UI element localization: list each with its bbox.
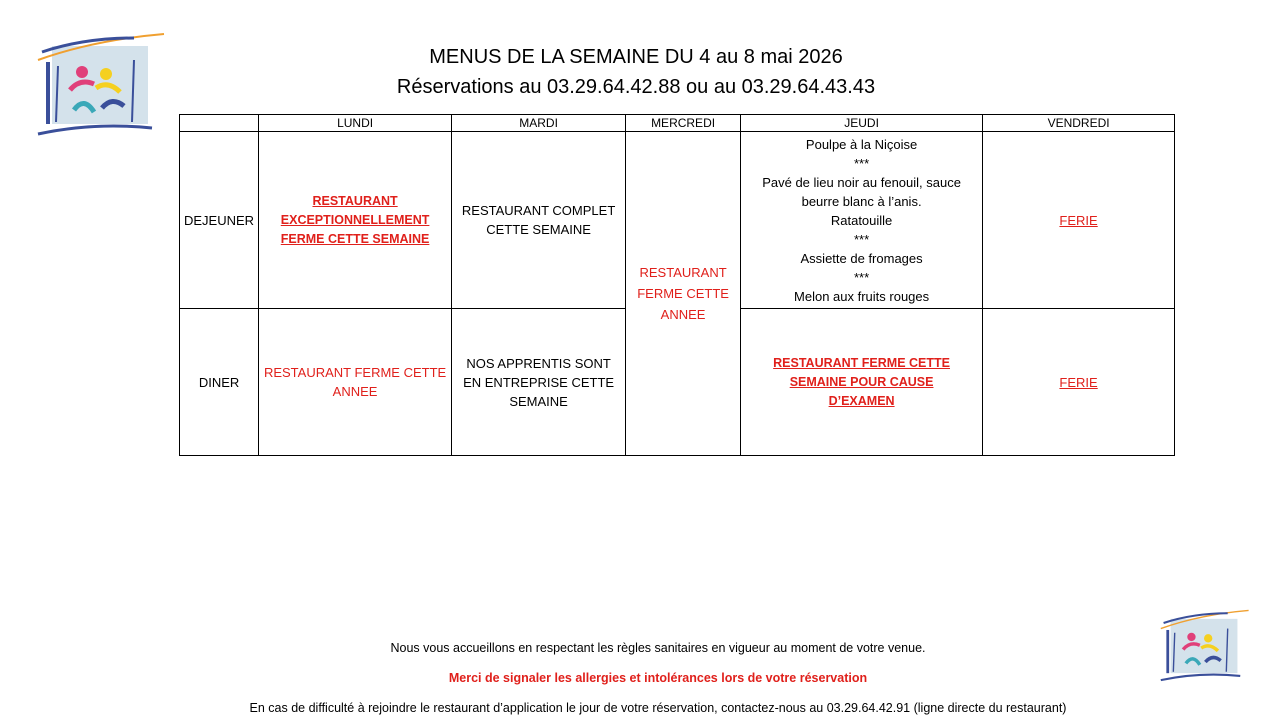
column-header-lundi: LUNDI bbox=[259, 115, 452, 132]
weekly-menu-table bbox=[179, 114, 1175, 456]
cell-text-line: RESTAURANT FERME CETTE bbox=[263, 365, 447, 380]
cell-text-line: RESTAURANT COMPLET bbox=[461, 203, 616, 218]
menu-item: Poulpe à la Niçoise bbox=[805, 136, 918, 152]
cell-dejeuner-lundi bbox=[259, 132, 452, 309]
cell-diner-mardi bbox=[452, 309, 626, 456]
holiday-label: FERIE bbox=[1059, 212, 1098, 228]
cell-diner-lundi bbox=[259, 309, 452, 456]
reservation-phone-line: Réservations au 03.29.64.42.88 ou au 03.29.64.43.43 bbox=[396, 76, 876, 98]
menu-separator: *** bbox=[853, 155, 870, 171]
row-label-dejeuner: DEJEUNER bbox=[180, 132, 259, 309]
cell-text-line: NOS APPRENTIS SONT bbox=[466, 355, 611, 371]
corner-cell bbox=[180, 115, 259, 132]
cell-text-line: EXCEPTIONNELLEMENT bbox=[280, 212, 430, 227]
cell-text-line: ANNEE bbox=[332, 384, 378, 399]
menu-separator: *** bbox=[853, 269, 870, 285]
cell-text-line: RESTAURANT bbox=[639, 265, 727, 280]
column-header-jeudi: JEUDI bbox=[741, 115, 983, 132]
menu-separator: *** bbox=[853, 231, 870, 247]
cell-text-line: FERME CETTE bbox=[637, 286, 729, 301]
cell-diner-jeudi bbox=[741, 309, 983, 456]
school-logo-icon bbox=[1158, 605, 1250, 687]
footer-allergy-notice: Merci de signaler les allergies et intolérances lors de votre réservation bbox=[448, 671, 868, 685]
cell-diner-vendredi bbox=[983, 309, 1175, 456]
cell-text-line: D’EXAMEN bbox=[828, 393, 895, 408]
footer-contact-notice: En cas de difficulté à rejoindre le restaurant d’application le jour de votre réservation, contactez-nous au 03.29.64.42.91 (ligne directe du restaurant) bbox=[249, 701, 1067, 715]
column-header-mercredi: MERCREDI bbox=[626, 115, 741, 132]
menu-item: Assiette de fromages bbox=[800, 250, 923, 266]
cell-text-line: SEMAINE bbox=[509, 393, 568, 409]
cell-text-line: RESTAURANT FERME CETTE bbox=[773, 355, 950, 370]
table-row-dejeuner bbox=[180, 132, 1175, 309]
cell-text-line: FERME CETTE SEMAINE bbox=[280, 231, 430, 246]
table-header-row bbox=[180, 115, 1175, 132]
cell-dejeuner-jeudi bbox=[741, 132, 983, 309]
row-label-diner: DINER bbox=[180, 309, 259, 456]
menu-item: beurre blanc à l’anis. bbox=[801, 193, 922, 209]
menu-item: Ratatouille bbox=[830, 212, 893, 228]
column-header-vendredi: VENDREDI bbox=[983, 115, 1175, 132]
holiday-label: FERIE bbox=[1059, 374, 1098, 390]
cell-dejeuner-mardi bbox=[452, 132, 626, 309]
cell-text-line: RESTAURANT bbox=[312, 193, 398, 208]
menu-item: Melon aux fruits rouges bbox=[794, 288, 930, 304]
menu-item: Pavé de lieu noir au fenouil, sauce bbox=[762, 174, 961, 190]
column-header-mardi: MARDI bbox=[452, 115, 626, 132]
cell-text-line: ANNEE bbox=[660, 307, 706, 322]
footer-sanitary-notice: Nous vous accueillons en respectant les règles sanitaires en vigueur au moment de votre venue. bbox=[390, 641, 926, 655]
cell-text-line: EN ENTREPRISE CETTE bbox=[463, 374, 615, 390]
cell-text-line: SEMAINE POUR CAUSE bbox=[789, 374, 934, 389]
cell-text-line: CETTE SEMAINE bbox=[486, 222, 591, 237]
cell-dejeuner-vendredi bbox=[983, 132, 1175, 309]
cell-mercredi-closed bbox=[626, 132, 741, 456]
page-title: MENUS DE LA SEMAINE DU 4 au 8 mai 2026 bbox=[429, 46, 843, 68]
